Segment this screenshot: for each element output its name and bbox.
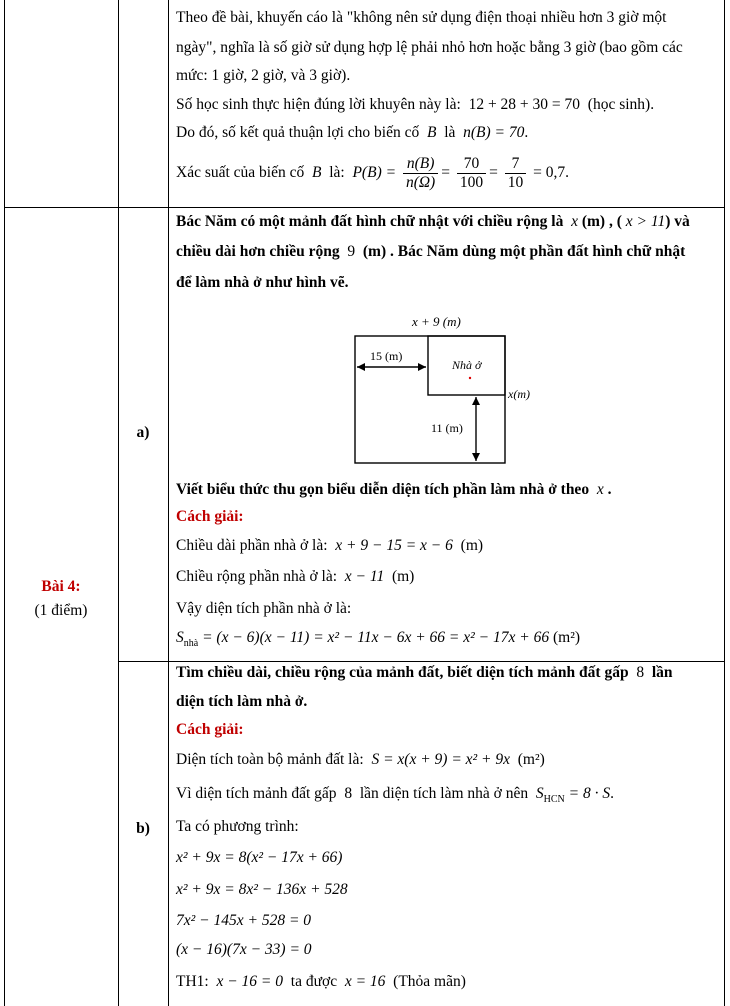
case-line: TH1: x − 16 = 0 ta được x = 16 (Thỏa mãn) — [176, 973, 466, 990]
problem-label — [4, 578, 118, 620]
fraction: $\frac{70}{100}$ — [457, 155, 486, 192]
paragraph-line: ngày", nghĩa là số giờ sử dụng hợp lệ phải nhỏ hơn hoặc bằng 3 giờ (bao gồm các — [176, 39, 683, 56]
solution-line: Vậy diện tích phần nhà ở là: — [176, 600, 352, 617]
equation-line: x² + 9x = 8(x² − 17x + 66) — [176, 849, 343, 866]
table-row-divider — [4, 207, 725, 208]
question-line: để làm nhà ở như hình vẽ. — [176, 274, 349, 291]
question-line: chiều dài hơn chiều rộng 9 (m) . Bác Năm dùng một phần đất hình chữ nhật — [176, 243, 686, 260]
paragraph-line: Do đó, số kết quả thuận lợi cho biến cố B là n(B) = 70. — [176, 124, 529, 141]
task-line: Viết biểu thức thu gọn biểu diễn diện tích phần làm nhà ở theo x . — [176, 481, 612, 498]
table-border-col1 — [118, 0, 119, 1006]
land-diagram — [340, 306, 560, 466]
arrowhead-right — [418, 363, 426, 371]
table-border-col2 — [168, 0, 169, 1006]
table-subrow-divider — [118, 661, 725, 662]
area-formula: $S_{nhà} = (x - 6)(x - 11) = x^2 - 11x - 6x + 66 = x^2 - 17x + 66$ (m²) — [176, 629, 581, 650]
diagram-top-label: x + 9 (m) — [412, 314, 461, 329]
part-a-label: a) — [136, 424, 150, 441]
problem-points: (1 điểm) — [34, 602, 88, 619]
question-line: diện tích làm nhà ở. — [176, 693, 308, 710]
table-border-left — [4, 0, 5, 1006]
house-center-dot — [469, 377, 471, 379]
diagram-11m-label: 11 (m) — [431, 421, 463, 435]
arrowhead-down — [472, 453, 480, 461]
paragraph-line: Theo đề bài, khuyến cáo là "không nên sử dụng điện thoại nhiều hơn 3 giờ một — [176, 9, 667, 26]
solution-line: Diện tích toàn bộ mảnh đất là: S = x(x + 9) = x² + 9x (m²) — [176, 751, 545, 768]
diagram-15m-label: 15 (m) — [370, 349, 403, 363]
method-heading: Cách giải: — [176, 508, 244, 525]
solution-line: Chiều dài phần nhà ở là: x + 9 − 15 = x − 6 (m) — [176, 537, 484, 554]
question-line: Bác Năm có một mảnh đất hình chữ nhật với chiều rộng là x (m) , ( x > 11) và — [176, 213, 690, 230]
part-b-label: b) — [136, 820, 150, 837]
fraction: $\frac{7}{10}$ — [505, 155, 527, 192]
equation-line: x² + 9x = 8x² − 136x + 528 — [176, 881, 348, 898]
solution-line: Ta có phương trình: — [176, 818, 299, 835]
arrowhead-left — [357, 363, 365, 371]
probability-formula: Xác suất của biến cố B là: P(B) = $\frac{n(B)}{n(\Omega)}$ = $\frac{70}{100}$ = $\frac{7}{10}$ = 0,7. — [176, 154, 569, 191]
fraction: $\frac{n(B)}{n(\Omega)}$ — [403, 155, 438, 192]
arrowhead-up — [472, 397, 480, 405]
question-line: Tìm chiều dài, chiều rộng của mảnh đất, biết diện tích mảnh đất gấp 8 lần — [176, 664, 673, 681]
paragraph-line: mức: 1 giờ, 2 giờ, và 3 giờ). — [176, 67, 351, 84]
diagram-x-label: x(m) — [508, 387, 530, 401]
method-heading: Cách giải: — [176, 721, 244, 738]
equation-line: (x − 16)(7x − 33) = 0 — [176, 941, 312, 958]
problem-title: Bài 4: — [41, 578, 81, 595]
solution-line: Chiều rộng phần nhà ở là: x − 11 (m) — [176, 568, 415, 585]
solution-line: Vì diện tích mảnh đất gấp 8 lần diện tích làm nhà ở nên $S_{HCN} = 8 \cdot S$. — [176, 785, 614, 806]
diagram-house-label: Nhà ở — [452, 358, 482, 372]
equation-line: 7x² − 145x + 528 = 0 — [176, 912, 312, 929]
table-border-right — [724, 0, 725, 1006]
paragraph-line: Số học sinh thực hiện đúng lời khuyên này là: 12 + 28 + 30 = 70 (học sinh). — [176, 96, 655, 113]
